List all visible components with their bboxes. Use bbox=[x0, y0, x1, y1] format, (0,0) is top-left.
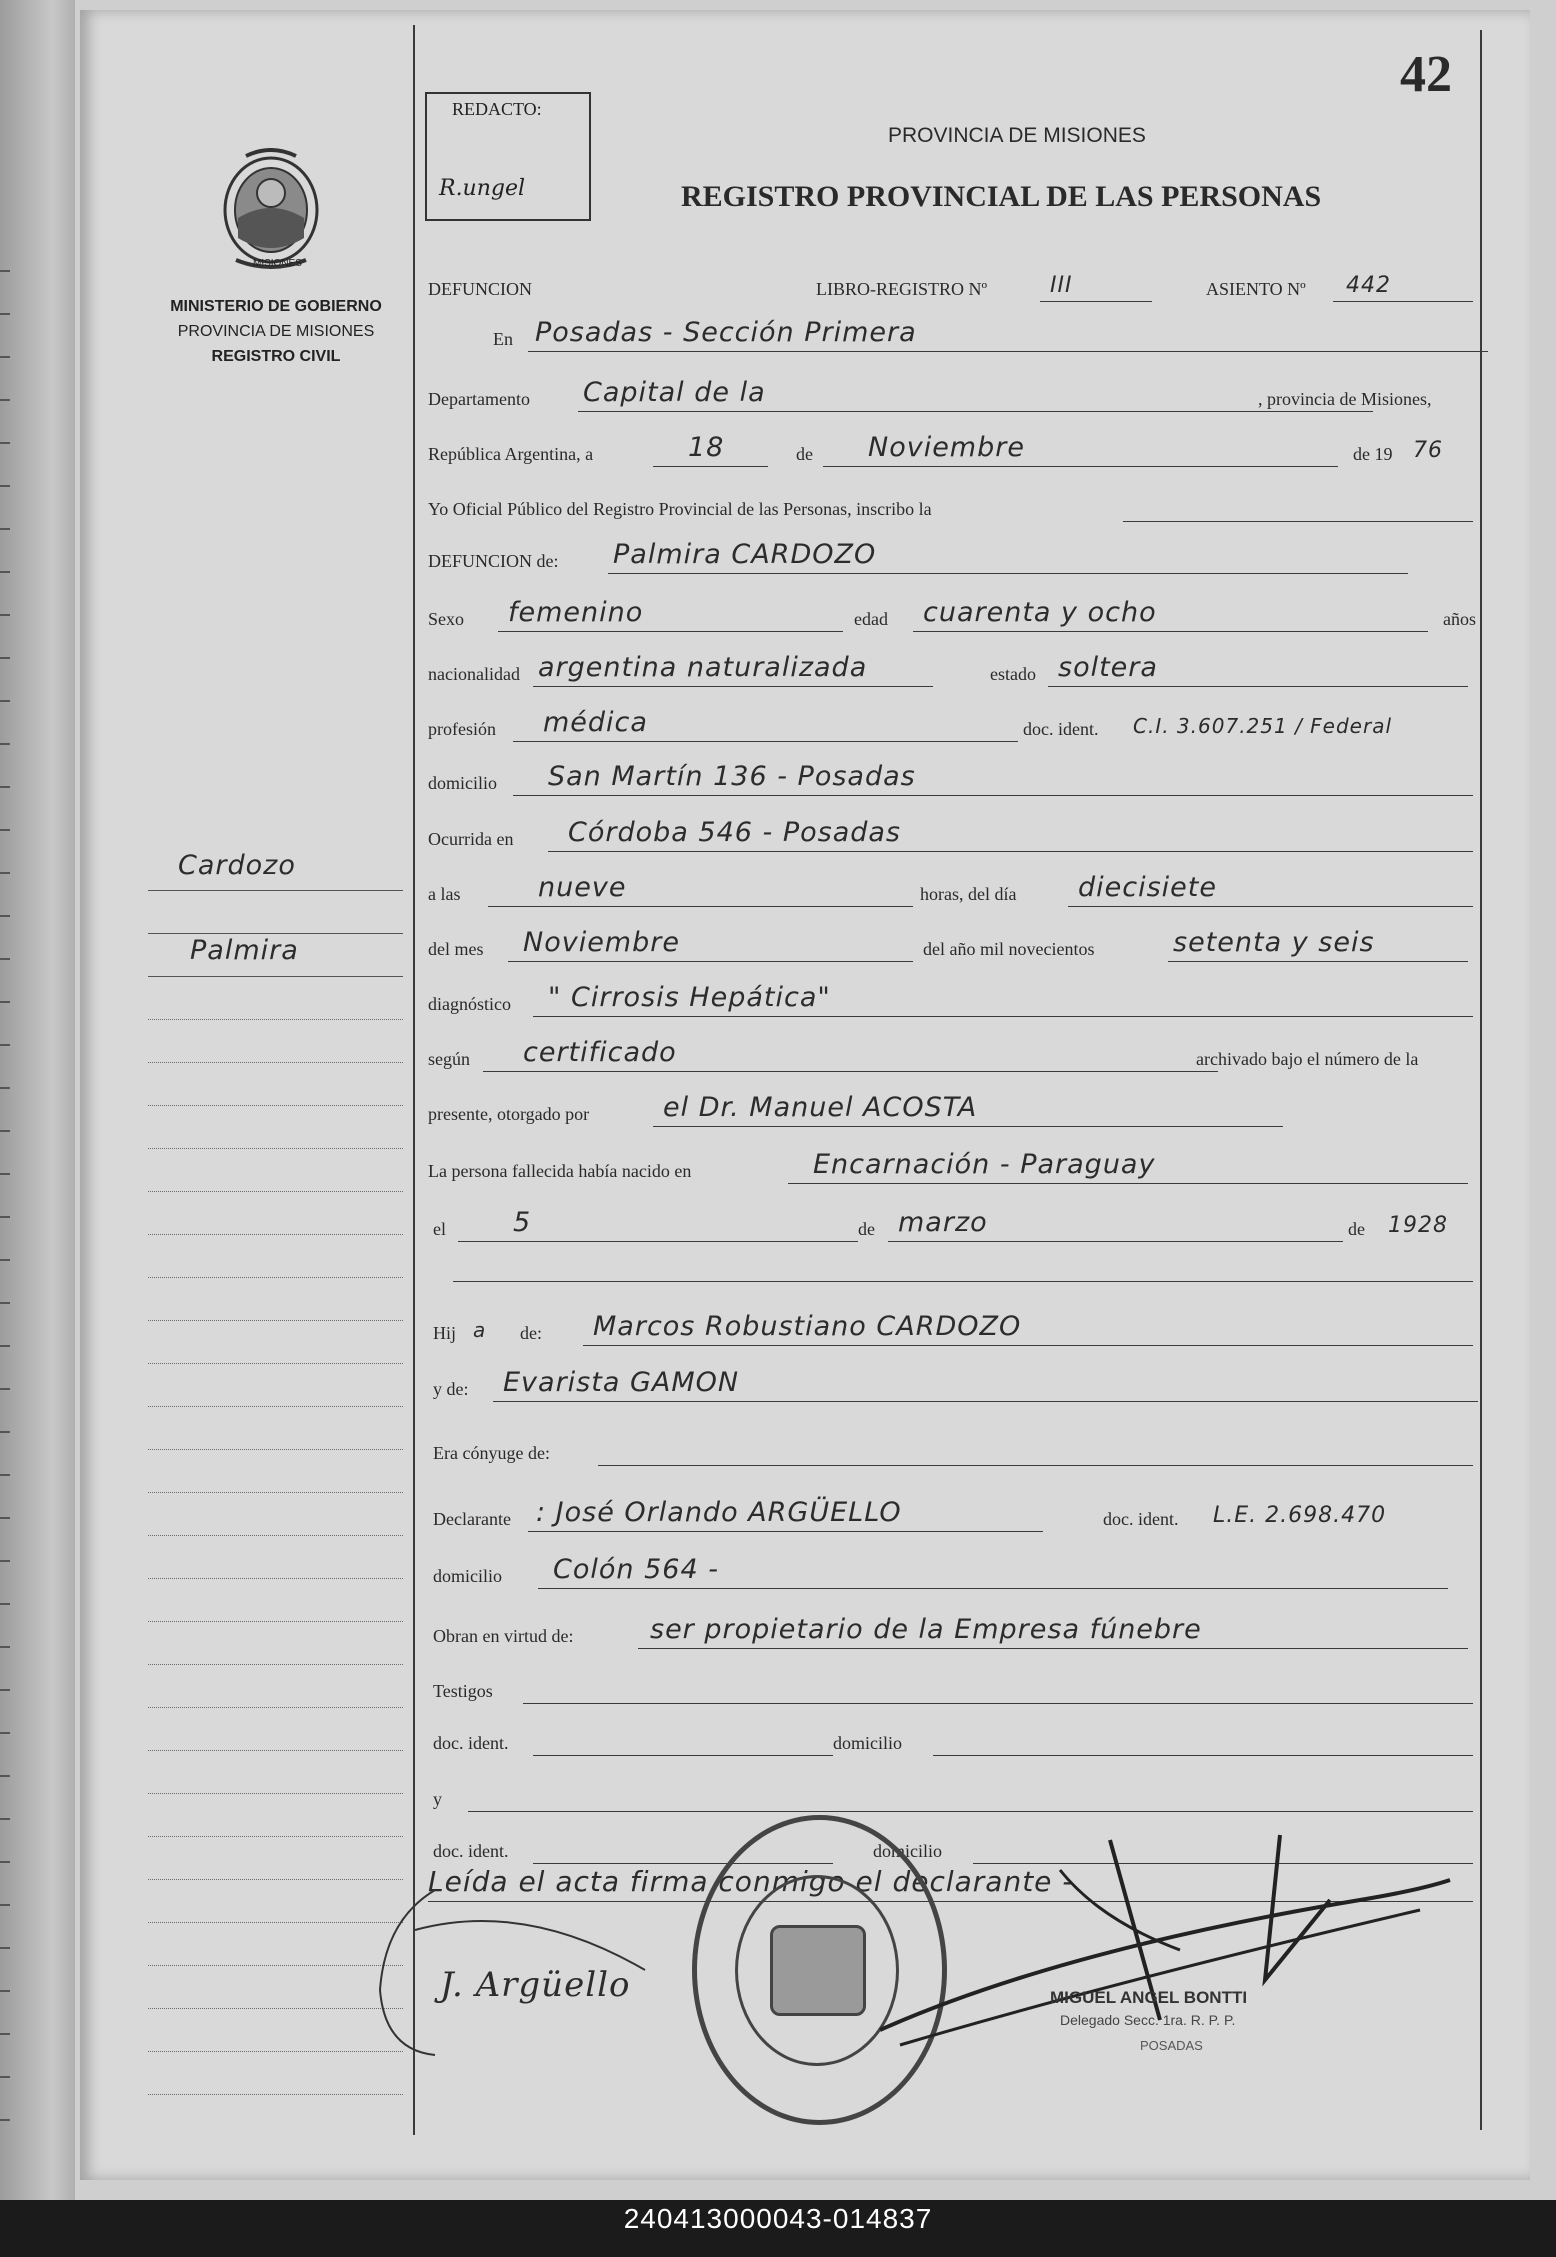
previous-page-tick bbox=[0, 1302, 10, 1304]
ocurrida-row bbox=[428, 818, 1478, 858]
margin-index-line bbox=[148, 1406, 403, 1407]
margin-index-line bbox=[148, 1836, 403, 1837]
profesion-value: médica bbox=[543, 707, 648, 738]
official-title: Delegado Secc. 1ra. R. P. P. bbox=[1060, 2012, 1236, 2028]
previous-page-tick bbox=[0, 700, 10, 702]
conyuge-label: Era cónyuge de: bbox=[433, 1443, 550, 1463]
libro-value: III bbox=[1050, 273, 1073, 298]
previous-page-tick bbox=[0, 1517, 10, 1519]
previous-page-tick bbox=[0, 1130, 10, 1132]
previous-page-tick bbox=[0, 356, 10, 358]
segun-label: según bbox=[428, 1049, 470, 1069]
profesion-label: profesión bbox=[428, 719, 496, 739]
departamento-row bbox=[428, 378, 1478, 418]
hora-value: nueve bbox=[538, 872, 627, 903]
estado-label: estado bbox=[990, 664, 1036, 684]
previous-page-edge bbox=[0, 0, 75, 2200]
anios-label: años bbox=[1443, 609, 1476, 629]
delmes-label: del mes bbox=[428, 939, 484, 959]
ocurrida-value: Córdoba 546 - Posadas bbox=[568, 817, 902, 848]
diagnostico-row bbox=[428, 983, 1478, 1023]
testigo2-domicilio-label: domicilio bbox=[873, 1841, 942, 1861]
registry-title: REGISTRO PROVINCIAL DE LAS PERSONAS bbox=[681, 180, 1322, 213]
nac-anio-value: 1928 bbox=[1388, 1213, 1448, 1238]
margin-index-line bbox=[148, 1320, 403, 1321]
presente-label: presente, otorgado por bbox=[428, 1104, 590, 1124]
dia-value: 18 bbox=[688, 432, 725, 463]
previous-page-tick bbox=[0, 1689, 10, 1691]
previous-page-tick bbox=[0, 1474, 10, 1476]
margin-index-line bbox=[148, 890, 403, 891]
previous-page-tick bbox=[0, 442, 10, 444]
declarant-signature: J. Argüello bbox=[440, 1965, 631, 2005]
anio-value: 76 bbox=[1413, 438, 1443, 463]
margin-index-line bbox=[148, 976, 403, 977]
margin-index-line bbox=[148, 1879, 403, 1880]
previous-page-tick bbox=[0, 1001, 10, 1003]
previous-page-tick bbox=[0, 528, 10, 530]
province-seal bbox=[216, 148, 326, 276]
margin-index-line bbox=[148, 2051, 403, 2052]
anio-muerte-value: setenta y seis bbox=[1173, 927, 1375, 958]
declarante-doc-label: doc. ident. bbox=[1103, 1509, 1179, 1529]
oficial-text: Yo Oficial Público del Registro Provincial de las Personas, inscribo la bbox=[428, 499, 932, 519]
margin-index-line bbox=[148, 1105, 403, 1106]
official-city: POSADAS bbox=[1140, 2038, 1203, 2053]
anio-mil-label: del año mil novecientos bbox=[923, 939, 1095, 959]
nac-anio-label: de bbox=[1348, 1219, 1365, 1239]
previous-page-tick bbox=[0, 1947, 10, 1949]
margin-index-line bbox=[148, 1922, 403, 1923]
defuncion-title: DEFUNCION bbox=[428, 279, 533, 299]
previous-page-tick bbox=[0, 915, 10, 917]
margin-index-line bbox=[148, 1535, 403, 1536]
conyuge-row bbox=[428, 1432, 1478, 1472]
nacionalidad-row bbox=[428, 653, 1478, 693]
profesion-row bbox=[428, 708, 1478, 748]
previous-page-tick bbox=[0, 1388, 10, 1390]
diagnostico-label: diagnóstico bbox=[428, 994, 511, 1014]
nac-mes-value: marzo bbox=[898, 1207, 988, 1238]
edad-value: cuarenta y ocho bbox=[923, 597, 1157, 628]
previous-page-tick bbox=[0, 829, 10, 831]
decl-domicilio-label: domicilio bbox=[433, 1566, 502, 1586]
estado-value: soltera bbox=[1058, 652, 1158, 683]
previous-page-tick bbox=[0, 1775, 10, 1777]
previous-page-tick bbox=[0, 1087, 10, 1089]
testigo1-doc-row bbox=[428, 1722, 1478, 1762]
madre-row bbox=[428, 1368, 1478, 1408]
leida-value: Leída el acta firma conmigo el declarante - bbox=[428, 1865, 1074, 1898]
dia-muerte-value: diecisiete bbox=[1078, 872, 1217, 903]
obran-label: Obran en virtud de: bbox=[433, 1626, 574, 1646]
horas-label: horas, del día bbox=[920, 884, 1017, 904]
header-row bbox=[428, 268, 1478, 308]
en-row bbox=[428, 318, 1478, 358]
declarante-value: : José Orlando ARGÜELLO bbox=[536, 1497, 902, 1528]
doc-ident-label: doc. ident. bbox=[433, 1733, 509, 1753]
y-label: y bbox=[433, 1789, 442, 1809]
province-title: PROVINCIA DE MISIONES bbox=[888, 124, 1146, 147]
blank-row bbox=[428, 1248, 1478, 1288]
hij-label: Hij bbox=[433, 1323, 457, 1343]
yde-label: y de: bbox=[433, 1379, 469, 1399]
margin-index-line bbox=[148, 1578, 403, 1579]
margin-index-line bbox=[148, 2094, 403, 2095]
ocurrida-label: Ocurrida en bbox=[428, 829, 514, 849]
margin-index-line bbox=[148, 1277, 403, 1278]
previous-page-tick bbox=[0, 1431, 10, 1433]
nac-de-label: de bbox=[858, 1219, 875, 1239]
previous-page-tick bbox=[0, 399, 10, 401]
de-label: de bbox=[796, 444, 813, 464]
domicilio-value: San Martín 136 - Posadas bbox=[548, 761, 916, 792]
ministry-line-2: PROVINCIA DE MISIONES bbox=[177, 323, 375, 340]
nac-dia-value: 5 bbox=[513, 1207, 532, 1238]
libro-label: LIBRO-REGISTRO Nº bbox=[816, 279, 988, 299]
margin-index-line bbox=[148, 1449, 403, 1450]
declarante-doc-value: L.E. 2.698.470 bbox=[1213, 1503, 1387, 1528]
nacionalidad-value: argentina naturalizada bbox=[538, 652, 868, 683]
testigo1-domicilio-label: domicilio bbox=[833, 1733, 902, 1753]
margin-index-line bbox=[148, 1965, 403, 1966]
margin-index-line bbox=[148, 933, 403, 934]
domicilio-label: domicilio bbox=[428, 773, 497, 793]
archivado-label: archivado bajo el número de la bbox=[1196, 1049, 1419, 1069]
margin-index-line bbox=[148, 1664, 403, 1665]
doc-value: C.I. 3.607.251 / Federal bbox=[1133, 714, 1393, 738]
previous-page-tick bbox=[0, 958, 10, 960]
previous-page-tick bbox=[0, 1173, 10, 1175]
alas-label: a las bbox=[428, 884, 461, 904]
previous-page-tick bbox=[0, 786, 10, 788]
asiento-value: 442 bbox=[1346, 273, 1391, 298]
left-column-rule bbox=[413, 25, 415, 2135]
redacto-box bbox=[425, 92, 591, 221]
redacto-signature: R.ungel bbox=[439, 176, 526, 201]
padre-value: Marcos Robustiano CARDOZO bbox=[593, 1311, 1022, 1342]
margin-index-line bbox=[148, 1707, 403, 1708]
difunto-value: Palmira CARDOZO bbox=[613, 539, 877, 570]
nacido-label: La persona fallecida había nacido en bbox=[428, 1161, 692, 1181]
segun-row bbox=[428, 1038, 1478, 1078]
defuncion-de-label: DEFUNCION de: bbox=[428, 551, 559, 571]
nacionalidad-label: nacionalidad bbox=[428, 664, 520, 684]
margin-index-line bbox=[148, 1621, 403, 1622]
previous-page-tick bbox=[0, 485, 10, 487]
testigo2-row bbox=[428, 1778, 1478, 1818]
nacimiento-fecha-row bbox=[428, 1208, 1478, 1248]
previous-page-tick bbox=[0, 1345, 10, 1347]
previous-page-tick bbox=[0, 1818, 10, 1820]
mes-muerte-row bbox=[428, 928, 1478, 968]
image-id: 240413000043-014837 bbox=[623, 2203, 933, 2234]
margin-index-line bbox=[148, 1062, 403, 1063]
margin-index-line bbox=[148, 1148, 403, 1149]
official-name: MIGUEL ANGEL BONTTI bbox=[1050, 1988, 1248, 2007]
previous-page-tick bbox=[0, 1732, 10, 1734]
ministry-block bbox=[150, 294, 402, 369]
padre-row bbox=[428, 1312, 1478, 1352]
previous-page-tick bbox=[0, 1990, 10, 1992]
anio-label: de 19 bbox=[1353, 444, 1393, 464]
previous-page-tick bbox=[0, 743, 10, 745]
previous-page-tick bbox=[0, 657, 10, 659]
mes-muerte-value: Noviembre bbox=[523, 927, 680, 958]
previous-page-tick bbox=[0, 1603, 10, 1605]
departamento-value: Capital de la bbox=[583, 377, 766, 408]
previous-page-tick bbox=[0, 1904, 10, 1906]
declarante-label: Declarante bbox=[433, 1509, 511, 1529]
previous-page-tick bbox=[0, 2033, 10, 2035]
mes-value: Noviembre bbox=[868, 432, 1025, 463]
alas-row bbox=[428, 873, 1478, 913]
en-label: En bbox=[493, 329, 513, 349]
sexo-label: Sexo bbox=[428, 609, 464, 629]
declarante-row bbox=[428, 1498, 1478, 1538]
defuncion-de-row bbox=[428, 540, 1478, 580]
previous-page-tick bbox=[0, 1646, 10, 1648]
diagnostico-value: " Cirrosis Hepática" bbox=[548, 982, 831, 1013]
republica-label: República Argentina, a bbox=[428, 444, 594, 464]
previous-page-tick bbox=[0, 1861, 10, 1863]
testigos-label: Testigos bbox=[433, 1681, 493, 1701]
provincia-suffix: , provincia de Misiones, bbox=[1258, 389, 1432, 409]
previous-page-tick bbox=[0, 1216, 10, 1218]
previous-page-tick bbox=[0, 1044, 10, 1046]
stamp-emblem bbox=[770, 1925, 866, 2016]
presente-value: el Dr. Manuel ACOSTA bbox=[663, 1092, 978, 1123]
margin-index-line bbox=[148, 2008, 403, 2009]
seal-text: MISIONES bbox=[253, 258, 302, 269]
right-column-rule bbox=[1480, 30, 1482, 2130]
segun-value: certificado bbox=[523, 1037, 677, 1068]
previous-page-tick bbox=[0, 614, 10, 616]
redacto-label: REDACTO: bbox=[452, 99, 542, 119]
doc-label: doc. ident. bbox=[1023, 719, 1099, 739]
oficial-row bbox=[428, 488, 1478, 528]
previous-page-tick bbox=[0, 313, 10, 315]
nacido-value: Encarnación - Paraguay bbox=[813, 1149, 1156, 1180]
nacido-row bbox=[428, 1150, 1478, 1190]
previous-page-tick bbox=[0, 872, 10, 874]
margin-surname: Cardozo bbox=[178, 850, 296, 881]
departamento-label: Departamento bbox=[428, 389, 530, 409]
margin-index-line bbox=[148, 1191, 403, 1192]
margin-index-line bbox=[148, 1234, 403, 1235]
republica-row bbox=[428, 433, 1478, 473]
hij-de-label: de: bbox=[520, 1323, 542, 1343]
decl-domicilio-value: Colón 564 - bbox=[553, 1554, 719, 1585]
presente-row bbox=[428, 1093, 1478, 1133]
margin-given-name: Palmira bbox=[190, 935, 299, 966]
sexo-row bbox=[428, 598, 1478, 638]
margin-index-line bbox=[148, 1363, 403, 1364]
previous-page-tick bbox=[0, 571, 10, 573]
previous-page-tick bbox=[0, 2076, 10, 2078]
madre-value: Evarista GAMON bbox=[503, 1367, 740, 1398]
previous-page-tick bbox=[0, 1259, 10, 1261]
page-number: 42 bbox=[1400, 46, 1452, 103]
obran-row bbox=[428, 1615, 1478, 1655]
domicilio-row bbox=[428, 762, 1478, 802]
margin-index-line bbox=[148, 1750, 403, 1751]
margin-index-line bbox=[148, 1019, 403, 1020]
margin-index-line bbox=[148, 1793, 403, 1794]
el-label: el bbox=[433, 1219, 446, 1239]
doc-ident2-label: doc. ident. bbox=[433, 1841, 509, 1861]
previous-page-tick bbox=[0, 1560, 10, 1562]
asiento-label: ASIENTO Nº bbox=[1206, 279, 1306, 299]
margin-index-line bbox=[148, 1492, 403, 1493]
ministry-line-3: REGISTRO CIVIL bbox=[211, 348, 341, 365]
coat-of-arms-icon bbox=[216, 148, 326, 276]
decl-domicilio-row bbox=[428, 1555, 1478, 1595]
sexo-value: femenino bbox=[508, 597, 644, 628]
en-value: Posadas - Sección Primera bbox=[535, 317, 917, 348]
previous-page-tick bbox=[0, 270, 10, 272]
testigos-row bbox=[428, 1670, 1478, 1710]
obran-value: ser propietario de la Empresa fúnebre bbox=[650, 1614, 1202, 1645]
previous-page-tick bbox=[0, 2119, 10, 2121]
hij-suffix: a bbox=[473, 1318, 487, 1342]
ministry-line-1: MINISTERIO DE GOBIERNO bbox=[170, 298, 382, 315]
edad-label: edad bbox=[854, 609, 888, 629]
